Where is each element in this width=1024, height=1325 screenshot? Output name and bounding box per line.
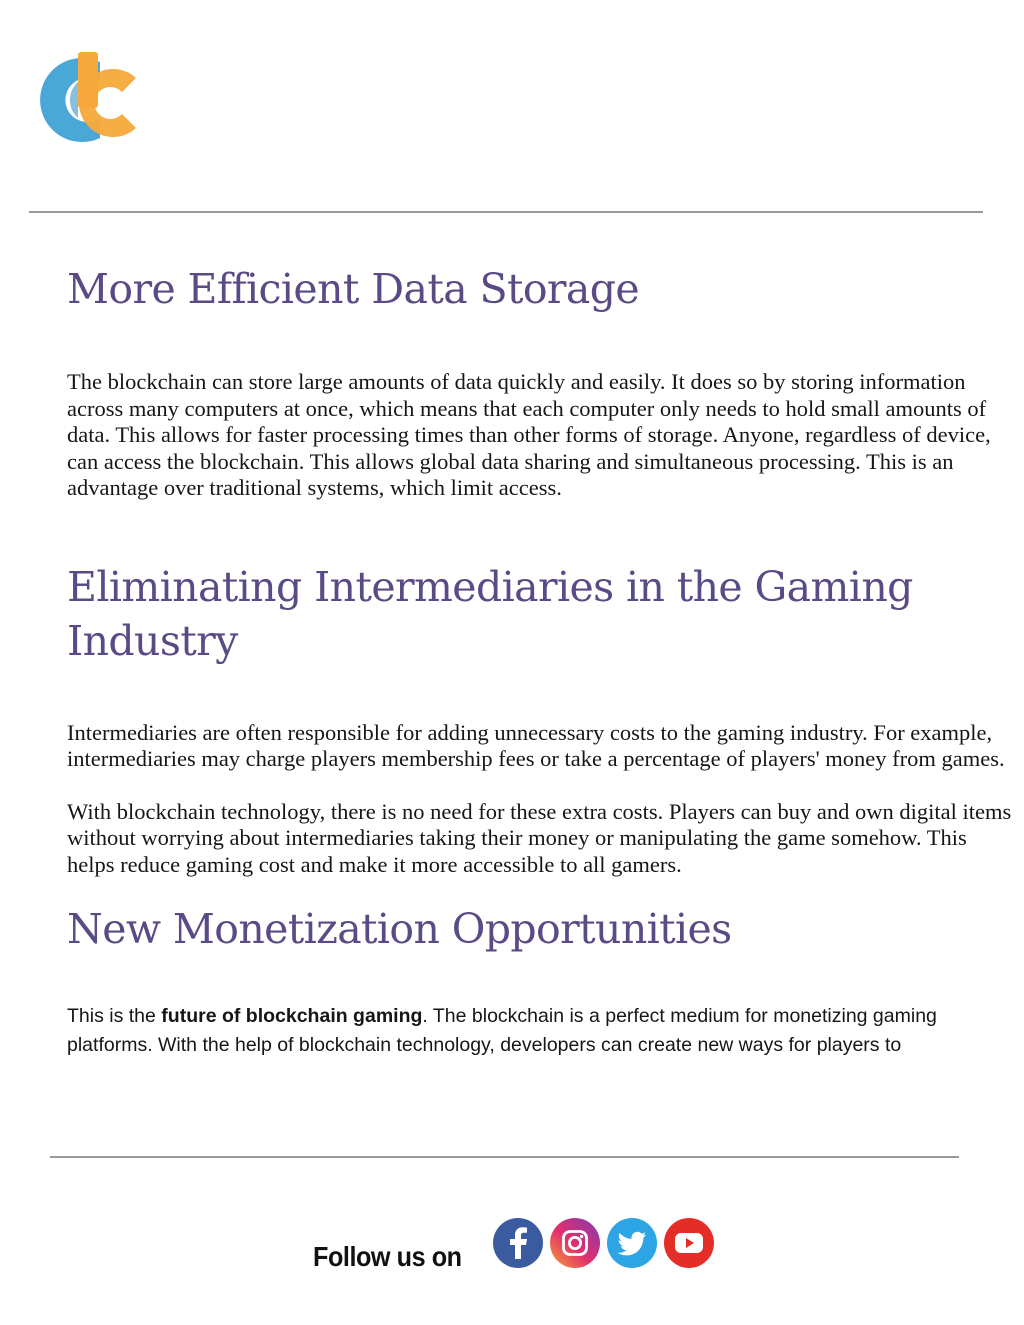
instagram-icon[interactable] [549, 1217, 601, 1269]
paragraph-data-storage: The blockchain can store large amounts of data quickly and easily. It does so by storing information across many computers at once, which means that each computer only needs to hold small amounts of data. This allows for faster processing times than other forms of storage. Anyone, regardless of device, can access the blockchain. This allows global data sharing and simultaneous processing. This is an advantage over traditional systems, which limit access. [67, 369, 991, 500]
section-heading-data-storage: More Efficient Data Storage [67, 265, 640, 313]
paragraph-blockchain-benefit: With blockchain technology, there is no need for these extra costs. Players can buy and own digital items without worrying about intermediaries taking their money or manipulating the game somehow. This helps reduce gaming cost and make it more accessible to all gamers. [67, 798, 1012, 877]
footer-divider [50, 1156, 959, 1158]
future-of-blockchain-gaming-link[interactable]: future of blockchain gaming [161, 1005, 423, 1027]
monetization-text-before: This is the [67, 1005, 162, 1027]
monetization-text-after: . The blockchain is a perfect medium for monetizing gaming platforms. With the help of blockchain technology, developers can create new ways for players to [67, 1005, 937, 1056]
dc-logo-icon [22, 48, 140, 144]
section-heading-intermediaries: Eliminating Intermediaries in the Gaming Industry [67, 562, 913, 665]
paragraph-intermediaries-costs: Intermediaries are often responsible for adding unnecessary costs to the gaming industry. For example, intermediaries may charge players membership fees or take a percentage of players' money from games. [67, 719, 1005, 771]
section-heading-monetization: New Monetization Opportunities [67, 905, 732, 953]
facebook-icon[interactable] [492, 1217, 544, 1269]
paragraph-monetization [67, 1002, 1012, 1059]
header-divider [29, 211, 983, 213]
article-body [67, 262, 1012, 1059]
twitter-icon[interactable] [606, 1217, 658, 1269]
follow-us-label: Follow us on [313, 1241, 462, 1272]
youtube-icon[interactable] [663, 1217, 715, 1269]
